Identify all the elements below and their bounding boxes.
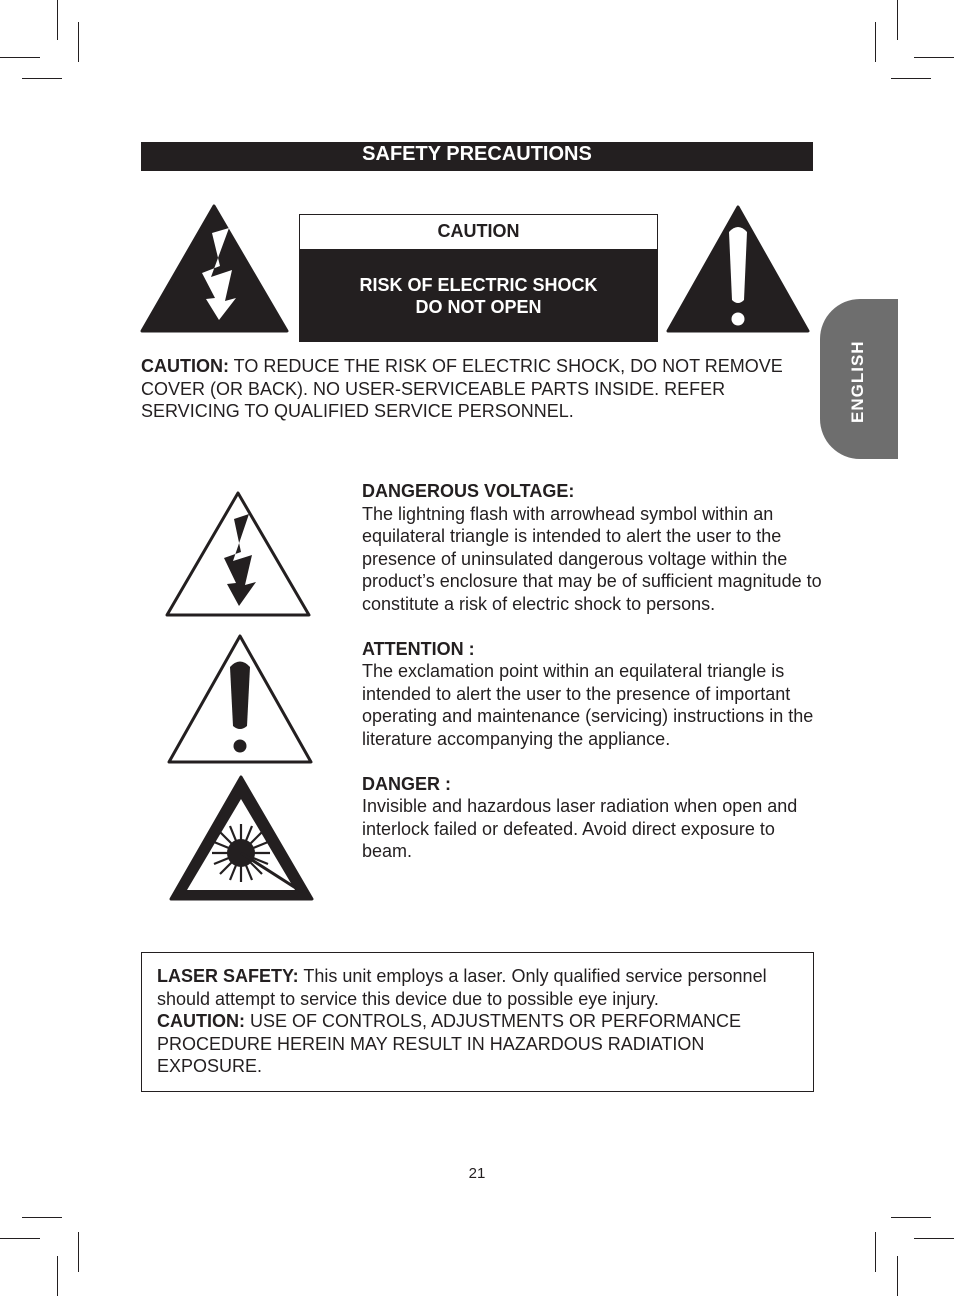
language-tab-label: ENGLISH: [848, 340, 867, 423]
laser-caution-label: CAUTION:: [157, 1011, 245, 1031]
language-tab: [820, 299, 898, 459]
exclamation-triangle-icon: [165, 632, 315, 766]
laser-safety-label: LASER SAFETY:: [157, 966, 299, 986]
caution-warning-body: [300, 249, 657, 341]
laser-safety-text: This unit employs a laser. Only qualified service personnel should attempt to service this device due to possible eye injury.: [157, 966, 767, 1009]
attention-block: [362, 638, 822, 751]
laser-radiation-icon: [168, 774, 315, 902]
danger-text: Invisible and hazardous laser radiation when open and interlock failed or defeated. Avoid direct exposure to beam.: [362, 796, 798, 861]
caution-paragraph-label: CAUTION:: [141, 356, 229, 376]
dangerous-voltage-text: The lightning flash with arrowhead symbol within an equilateral triangle is intended to alert the user to the presence of uninsulated dangerous voltage within the product’s enclosure that may be of sufficient magnitude to constitute a risk of electric shock to persons.: [362, 503, 822, 614]
dangerous-voltage-heading: DANGEROUS VOLTAGE:: [362, 481, 575, 501]
laser-safety-box: [141, 952, 814, 1092]
caution-heading: CAUTION: [437, 221, 520, 241]
page-number: 21: [468, 1165, 486, 1182]
symbol-descriptions: [362, 480, 822, 885]
caution-paragraph-text: TO REDUCE THE RISK OF ELECTRIC SHOCK, DO NOT REMOVE COVER (OR BACK). NO USER-SERVICEABLE PARTS INSIDE. REFER SERVICING TO QUALIFIED SERVICE PERSONNEL.: [141, 356, 783, 421]
lightning-triangle-icon: [163, 489, 313, 619]
caution-label-box: [299, 214, 658, 342]
caution-line-1: RISK OF ELECTRIC SHOCK: [359, 275, 598, 295]
caution-line-2: DO NOT OPEN: [415, 297, 542, 317]
danger-block: [362, 773, 822, 863]
caution-paragraph: [141, 355, 821, 423]
attention-heading: ATTENTION :: [362, 638, 475, 659]
laser-caution-text: USE OF CONTROLS, ADJUSTMENTS OR PERFORMANCE PROCEDURE HEREIN MAY RESULT IN HAZARDOUS RADIATION EXPOSURE.: [157, 1011, 742, 1076]
exclamation-triangle-icon: [665, 204, 811, 334]
dangerous-voltage-block: [362, 480, 822, 615]
danger-heading: DANGER :: [362, 773, 451, 794]
attention-text: The exclamation point within an equilateral triangle is intended to alert the user to the presence of important operating and maintenance (servicing) instructions in the literature accompanying the appliance.: [362, 661, 814, 749]
lightning-triangle-icon: [139, 203, 290, 333]
page-title: SAFETY PRECAUTIONS: [141, 142, 813, 171]
